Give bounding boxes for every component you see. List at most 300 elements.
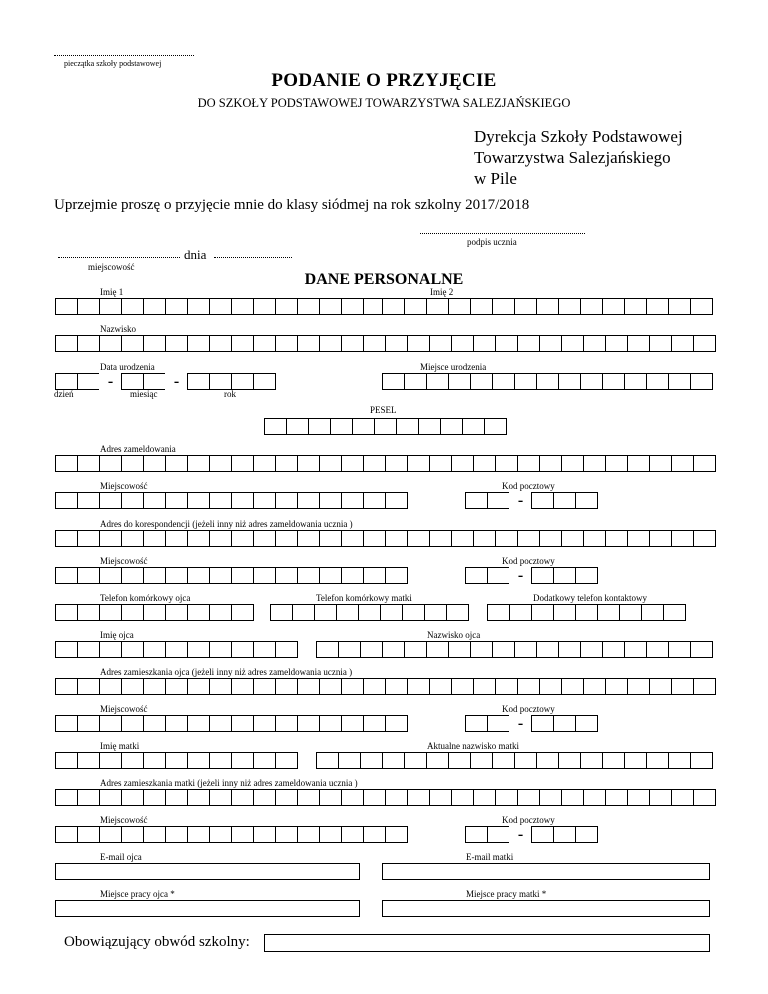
character-cell[interactable] bbox=[121, 826, 144, 843]
character-cell[interactable] bbox=[297, 530, 320, 547]
character-cell[interactable] bbox=[121, 715, 144, 732]
mother-email-field[interactable] bbox=[382, 863, 710, 880]
character-cell[interactable] bbox=[473, 335, 496, 352]
character-cell[interactable] bbox=[561, 455, 584, 472]
character-cell[interactable] bbox=[209, 752, 232, 769]
character-cell[interactable] bbox=[668, 752, 691, 769]
character-cell[interactable] bbox=[319, 826, 342, 843]
city-cells-4[interactable] bbox=[55, 826, 407, 843]
character-cell[interactable] bbox=[341, 826, 364, 843]
character-cell[interactable] bbox=[495, 335, 518, 352]
character-cell[interactable] bbox=[231, 604, 254, 621]
character-cell[interactable] bbox=[374, 418, 397, 435]
character-cell[interactable] bbox=[448, 373, 471, 390]
character-cell[interactable] bbox=[143, 678, 166, 695]
character-cell[interactable] bbox=[99, 492, 122, 509]
character-cell[interactable] bbox=[231, 678, 254, 695]
character-cell[interactable] bbox=[465, 492, 488, 509]
character-cell[interactable] bbox=[187, 641, 210, 658]
character-cell[interactable] bbox=[426, 641, 449, 658]
character-cell[interactable] bbox=[517, 789, 540, 806]
character-cell[interactable] bbox=[99, 298, 122, 315]
character-cell[interactable] bbox=[448, 752, 471, 769]
character-cell[interactable] bbox=[121, 604, 144, 621]
character-cell[interactable] bbox=[492, 373, 515, 390]
character-cell[interactable] bbox=[418, 418, 441, 435]
character-cell[interactable] bbox=[465, 826, 488, 843]
character-cell[interactable] bbox=[624, 641, 647, 658]
character-cell[interactable] bbox=[187, 530, 210, 547]
character-cell[interactable] bbox=[561, 678, 584, 695]
character-cell[interactable] bbox=[165, 826, 188, 843]
character-cell[interactable] bbox=[253, 492, 276, 509]
character-cell[interactable] bbox=[341, 530, 364, 547]
character-cell[interactable] bbox=[209, 678, 232, 695]
character-cell[interactable] bbox=[77, 298, 100, 315]
character-cell[interactable] bbox=[602, 752, 625, 769]
character-cell[interactable] bbox=[143, 492, 166, 509]
character-cell[interactable] bbox=[231, 752, 254, 769]
character-cell[interactable] bbox=[275, 530, 298, 547]
character-cell[interactable] bbox=[531, 492, 554, 509]
character-cell[interactable] bbox=[165, 530, 188, 547]
character-cell[interactable] bbox=[319, 678, 342, 695]
character-cell[interactable] bbox=[539, 789, 562, 806]
pesel-cells[interactable] bbox=[264, 418, 506, 435]
character-cell[interactable] bbox=[580, 298, 603, 315]
character-cell[interactable] bbox=[382, 373, 405, 390]
character-cell[interactable] bbox=[539, 530, 562, 547]
character-cell[interactable] bbox=[275, 298, 298, 315]
character-cell[interactable] bbox=[77, 678, 100, 695]
character-cell[interactable] bbox=[649, 530, 672, 547]
father-work-field[interactable] bbox=[55, 900, 360, 917]
character-cell[interactable] bbox=[580, 752, 603, 769]
character-cell[interactable] bbox=[165, 298, 188, 315]
character-cell[interactable] bbox=[451, 678, 474, 695]
character-cell[interactable] bbox=[385, 567, 408, 584]
character-cell[interactable] bbox=[470, 298, 493, 315]
mother-surname-cells[interactable] bbox=[316, 752, 712, 769]
character-cell[interactable] bbox=[297, 455, 320, 472]
character-cell[interactable] bbox=[495, 530, 518, 547]
character-cell[interactable] bbox=[99, 530, 122, 547]
character-cell[interactable] bbox=[275, 492, 298, 509]
character-cell[interactable] bbox=[77, 826, 100, 843]
character-cell[interactable] bbox=[297, 715, 320, 732]
character-cell[interactable] bbox=[341, 492, 364, 509]
character-cell[interactable] bbox=[580, 373, 603, 390]
surname-cells[interactable] bbox=[55, 335, 715, 352]
character-cell[interactable] bbox=[514, 752, 537, 769]
character-cell[interactable] bbox=[429, 678, 452, 695]
character-cell[interactable] bbox=[602, 641, 625, 658]
character-cell[interactable] bbox=[495, 678, 518, 695]
character-cell[interactable] bbox=[55, 530, 78, 547]
character-cell[interactable] bbox=[646, 641, 669, 658]
character-cell[interactable] bbox=[363, 715, 386, 732]
character-cell[interactable] bbox=[690, 373, 713, 390]
character-cell[interactable] bbox=[209, 492, 232, 509]
character-cell[interactable] bbox=[517, 455, 540, 472]
character-cell[interactable] bbox=[473, 455, 496, 472]
character-cell[interactable] bbox=[583, 530, 606, 547]
character-cell[interactable] bbox=[231, 373, 254, 390]
character-cell[interactable] bbox=[77, 715, 100, 732]
character-cell[interactable] bbox=[583, 789, 606, 806]
character-cell[interactable] bbox=[385, 715, 408, 732]
character-cell[interactable] bbox=[619, 604, 642, 621]
character-cell[interactable] bbox=[121, 492, 144, 509]
character-cell[interactable] bbox=[121, 567, 144, 584]
character-cell[interactable] bbox=[77, 455, 100, 472]
character-cell[interactable] bbox=[77, 335, 100, 352]
character-cell[interactable] bbox=[360, 752, 383, 769]
character-cell[interactable] bbox=[448, 641, 471, 658]
character-cell[interactable] bbox=[671, 678, 694, 695]
character-cell[interactable] bbox=[646, 752, 669, 769]
character-cell[interactable] bbox=[580, 641, 603, 658]
character-cell[interactable] bbox=[602, 373, 625, 390]
character-cell[interactable] bbox=[602, 298, 625, 315]
character-cell[interactable] bbox=[385, 335, 408, 352]
character-cell[interactable] bbox=[605, 530, 628, 547]
character-cell[interactable] bbox=[297, 678, 320, 695]
character-cell[interactable] bbox=[231, 641, 254, 658]
character-cell[interactable] bbox=[341, 567, 364, 584]
character-cell[interactable] bbox=[121, 752, 144, 769]
character-cell[interactable] bbox=[561, 530, 584, 547]
character-cell[interactable] bbox=[446, 604, 469, 621]
character-cell[interactable] bbox=[341, 335, 364, 352]
character-cell[interactable] bbox=[668, 641, 691, 658]
character-cell[interactable] bbox=[465, 715, 488, 732]
character-cell[interactable] bbox=[553, 604, 576, 621]
character-cell[interactable] bbox=[187, 789, 210, 806]
character-cell[interactable] bbox=[646, 298, 669, 315]
character-cell[interactable] bbox=[187, 492, 210, 509]
character-cell[interactable] bbox=[316, 641, 339, 658]
character-cell[interactable] bbox=[99, 604, 122, 621]
character-cell[interactable] bbox=[77, 373, 100, 390]
birth-place-cells[interactable] bbox=[382, 373, 712, 390]
postal-cells-1[interactable] bbox=[465, 492, 597, 509]
character-cell[interactable] bbox=[341, 789, 364, 806]
character-cell[interactable] bbox=[352, 418, 375, 435]
character-cell[interactable] bbox=[55, 604, 78, 621]
correspondence-address-cells[interactable] bbox=[55, 530, 715, 547]
character-cell[interactable] bbox=[407, 678, 430, 695]
character-cell[interactable] bbox=[231, 826, 254, 843]
character-cell[interactable] bbox=[553, 567, 576, 584]
character-cell[interactable] bbox=[99, 455, 122, 472]
character-cell[interactable] bbox=[165, 455, 188, 472]
character-cell[interactable] bbox=[231, 567, 254, 584]
character-cell[interactable] bbox=[187, 567, 210, 584]
character-cell[interactable] bbox=[553, 826, 576, 843]
character-cell[interactable] bbox=[363, 826, 386, 843]
character-cell[interactable] bbox=[597, 604, 620, 621]
character-cell[interactable] bbox=[671, 789, 694, 806]
character-cell[interactable] bbox=[605, 455, 628, 472]
character-cell[interactable] bbox=[440, 418, 463, 435]
character-cell[interactable] bbox=[671, 530, 694, 547]
character-cell[interactable] bbox=[336, 604, 359, 621]
character-cell[interactable] bbox=[561, 335, 584, 352]
character-cell[interactable] bbox=[165, 752, 188, 769]
character-cell[interactable] bbox=[531, 567, 554, 584]
character-cell[interactable] bbox=[330, 418, 353, 435]
character-cell[interactable] bbox=[55, 752, 78, 769]
character-cell[interactable] bbox=[231, 789, 254, 806]
character-cell[interactable] bbox=[492, 641, 515, 658]
character-cell[interactable] bbox=[55, 335, 78, 352]
character-cell[interactable] bbox=[451, 789, 474, 806]
character-cell[interactable] bbox=[187, 752, 210, 769]
character-cell[interactable] bbox=[297, 335, 320, 352]
character-cell[interactable] bbox=[297, 789, 320, 806]
character-cell[interactable] bbox=[473, 678, 496, 695]
character-cell[interactable] bbox=[407, 335, 430, 352]
father-email-field[interactable] bbox=[55, 863, 360, 880]
father-surname-cells[interactable] bbox=[316, 641, 712, 658]
character-cell[interactable] bbox=[99, 715, 122, 732]
character-cell[interactable] bbox=[341, 678, 364, 695]
first-name-cells[interactable] bbox=[55, 298, 385, 315]
character-cell[interactable] bbox=[402, 604, 425, 621]
character-cell[interactable] bbox=[143, 373, 166, 390]
character-cell[interactable] bbox=[231, 455, 254, 472]
character-cell[interactable] bbox=[429, 530, 452, 547]
character-cell[interactable] bbox=[363, 789, 386, 806]
character-cell[interactable] bbox=[264, 418, 287, 435]
character-cell[interactable] bbox=[253, 373, 276, 390]
character-cell[interactable] bbox=[231, 298, 254, 315]
character-cell[interactable] bbox=[668, 373, 691, 390]
character-cell[interactable] bbox=[624, 752, 647, 769]
character-cell[interactable] bbox=[341, 298, 364, 315]
character-cell[interactable] bbox=[209, 641, 232, 658]
character-cell[interactable] bbox=[77, 567, 100, 584]
character-cell[interactable] bbox=[209, 715, 232, 732]
character-cell[interactable] bbox=[99, 826, 122, 843]
character-cell[interactable] bbox=[358, 604, 381, 621]
character-cell[interactable] bbox=[77, 604, 100, 621]
character-cell[interactable] bbox=[275, 678, 298, 695]
character-cell[interactable] bbox=[575, 492, 598, 509]
character-cell[interactable] bbox=[253, 530, 276, 547]
character-cell[interactable] bbox=[187, 373, 210, 390]
character-cell[interactable] bbox=[641, 604, 664, 621]
character-cell[interactable] bbox=[561, 789, 584, 806]
character-cell[interactable] bbox=[473, 530, 496, 547]
character-cell[interactable] bbox=[487, 826, 510, 843]
character-cell[interactable] bbox=[514, 373, 537, 390]
character-cell[interactable] bbox=[209, 530, 232, 547]
character-cell[interactable] bbox=[187, 826, 210, 843]
character-cell[interactable] bbox=[495, 455, 518, 472]
character-cell[interactable] bbox=[292, 604, 315, 621]
character-cell[interactable] bbox=[143, 826, 166, 843]
character-cell[interactable] bbox=[319, 455, 342, 472]
character-cell[interactable] bbox=[363, 678, 386, 695]
character-cell[interactable] bbox=[487, 567, 510, 584]
character-cell[interactable] bbox=[448, 298, 471, 315]
character-cell[interactable] bbox=[429, 455, 452, 472]
character-cell[interactable] bbox=[253, 826, 276, 843]
character-cell[interactable] bbox=[275, 335, 298, 352]
character-cell[interactable] bbox=[382, 752, 405, 769]
character-cell[interactable] bbox=[380, 604, 403, 621]
character-cell[interactable] bbox=[165, 641, 188, 658]
character-cell[interactable] bbox=[473, 789, 496, 806]
character-cell[interactable] bbox=[693, 335, 716, 352]
character-cell[interactable] bbox=[55, 678, 78, 695]
character-cell[interactable] bbox=[539, 335, 562, 352]
character-cell[interactable] bbox=[319, 530, 342, 547]
character-cell[interactable] bbox=[396, 418, 419, 435]
character-cell[interactable] bbox=[187, 335, 210, 352]
character-cell[interactable] bbox=[121, 335, 144, 352]
character-cell[interactable] bbox=[319, 298, 342, 315]
character-cell[interactable] bbox=[382, 641, 405, 658]
character-cell[interactable] bbox=[583, 678, 606, 695]
character-cell[interactable] bbox=[627, 335, 650, 352]
character-cell[interactable] bbox=[605, 335, 628, 352]
character-cell[interactable] bbox=[495, 789, 518, 806]
character-cell[interactable] bbox=[536, 373, 559, 390]
character-cell[interactable] bbox=[462, 418, 485, 435]
character-cell[interactable] bbox=[209, 335, 232, 352]
character-cell[interactable] bbox=[143, 715, 166, 732]
character-cell[interactable] bbox=[583, 335, 606, 352]
character-cell[interactable] bbox=[121, 678, 144, 695]
character-cell[interactable] bbox=[649, 455, 672, 472]
character-cell[interactable] bbox=[429, 335, 452, 352]
character-cell[interactable] bbox=[429, 789, 452, 806]
character-cell[interactable] bbox=[583, 455, 606, 472]
character-cell[interactable] bbox=[575, 604, 598, 621]
character-cell[interactable] bbox=[575, 715, 598, 732]
character-cell[interactable] bbox=[275, 455, 298, 472]
character-cell[interactable] bbox=[143, 567, 166, 584]
character-cell[interactable] bbox=[536, 298, 559, 315]
character-cell[interactable] bbox=[385, 530, 408, 547]
character-cell[interactable] bbox=[314, 604, 337, 621]
character-cell[interactable] bbox=[575, 826, 598, 843]
character-cell[interactable] bbox=[165, 492, 188, 509]
character-cell[interactable] bbox=[492, 752, 515, 769]
character-cell[interactable] bbox=[143, 604, 166, 621]
character-cell[interactable] bbox=[165, 715, 188, 732]
character-cell[interactable] bbox=[308, 418, 331, 435]
character-cell[interactable] bbox=[558, 298, 581, 315]
character-cell[interactable] bbox=[99, 641, 122, 658]
mother-address-cells[interactable] bbox=[55, 789, 715, 806]
character-cell[interactable] bbox=[286, 418, 309, 435]
character-cell[interactable] bbox=[297, 826, 320, 843]
character-cell[interactable] bbox=[363, 492, 386, 509]
character-cell[interactable] bbox=[385, 789, 408, 806]
character-cell[interactable] bbox=[143, 298, 166, 315]
postal-cells-3[interactable] bbox=[465, 715, 597, 732]
character-cell[interactable] bbox=[253, 641, 276, 658]
father-phone-cells[interactable] bbox=[55, 604, 253, 621]
character-cell[interactable] bbox=[424, 604, 447, 621]
character-cell[interactable] bbox=[558, 641, 581, 658]
character-cell[interactable] bbox=[165, 567, 188, 584]
character-cell[interactable] bbox=[627, 455, 650, 472]
character-cell[interactable] bbox=[99, 752, 122, 769]
character-cell[interactable] bbox=[121, 641, 144, 658]
character-cell[interactable] bbox=[209, 298, 232, 315]
city-cells-1[interactable] bbox=[55, 492, 407, 509]
character-cell[interactable] bbox=[165, 604, 188, 621]
character-cell[interactable] bbox=[99, 789, 122, 806]
character-cell[interactable] bbox=[360, 641, 383, 658]
character-cell[interactable] bbox=[319, 492, 342, 509]
character-cell[interactable] bbox=[253, 335, 276, 352]
character-cell[interactable] bbox=[536, 752, 559, 769]
character-cell[interactable] bbox=[465, 567, 488, 584]
character-cell[interactable] bbox=[121, 789, 144, 806]
character-cell[interactable] bbox=[385, 492, 408, 509]
character-cell[interactable] bbox=[231, 335, 254, 352]
character-cell[interactable] bbox=[404, 373, 427, 390]
character-cell[interactable] bbox=[385, 678, 408, 695]
character-cell[interactable] bbox=[517, 678, 540, 695]
birth-date-cells[interactable] bbox=[55, 373, 275, 390]
character-cell[interactable] bbox=[514, 298, 537, 315]
character-cell[interactable] bbox=[275, 826, 298, 843]
character-cell[interactable] bbox=[539, 678, 562, 695]
character-cell[interactable] bbox=[253, 752, 276, 769]
character-cell[interactable] bbox=[487, 492, 510, 509]
character-cell[interactable] bbox=[690, 298, 713, 315]
character-cell[interactable] bbox=[77, 752, 100, 769]
character-cell[interactable] bbox=[385, 455, 408, 472]
character-cell[interactable] bbox=[668, 298, 691, 315]
character-cell[interactable] bbox=[231, 492, 254, 509]
character-cell[interactable] bbox=[270, 604, 293, 621]
character-cell[interactable] bbox=[319, 567, 342, 584]
character-cell[interactable] bbox=[690, 752, 713, 769]
character-cell[interactable] bbox=[690, 641, 713, 658]
character-cell[interactable] bbox=[404, 752, 427, 769]
character-cell[interactable] bbox=[663, 604, 686, 621]
character-cell[interactable] bbox=[693, 789, 716, 806]
character-cell[interactable] bbox=[627, 789, 650, 806]
character-cell[interactable] bbox=[143, 530, 166, 547]
mother-name-cells[interactable] bbox=[55, 752, 297, 769]
character-cell[interactable] bbox=[231, 715, 254, 732]
character-cell[interactable] bbox=[363, 335, 386, 352]
character-cell[interactable] bbox=[553, 492, 576, 509]
character-cell[interactable] bbox=[143, 752, 166, 769]
city-cells-2[interactable] bbox=[55, 567, 407, 584]
character-cell[interactable] bbox=[558, 752, 581, 769]
character-cell[interactable] bbox=[187, 298, 210, 315]
character-cell[interactable] bbox=[165, 789, 188, 806]
character-cell[interactable] bbox=[165, 678, 188, 695]
character-cell[interactable] bbox=[531, 715, 554, 732]
character-cell[interactable] bbox=[575, 567, 598, 584]
character-cell[interactable] bbox=[55, 641, 78, 658]
character-cell[interactable] bbox=[297, 298, 320, 315]
character-cell[interactable] bbox=[187, 604, 210, 621]
character-cell[interactable] bbox=[77, 641, 100, 658]
character-cell[interactable] bbox=[99, 335, 122, 352]
